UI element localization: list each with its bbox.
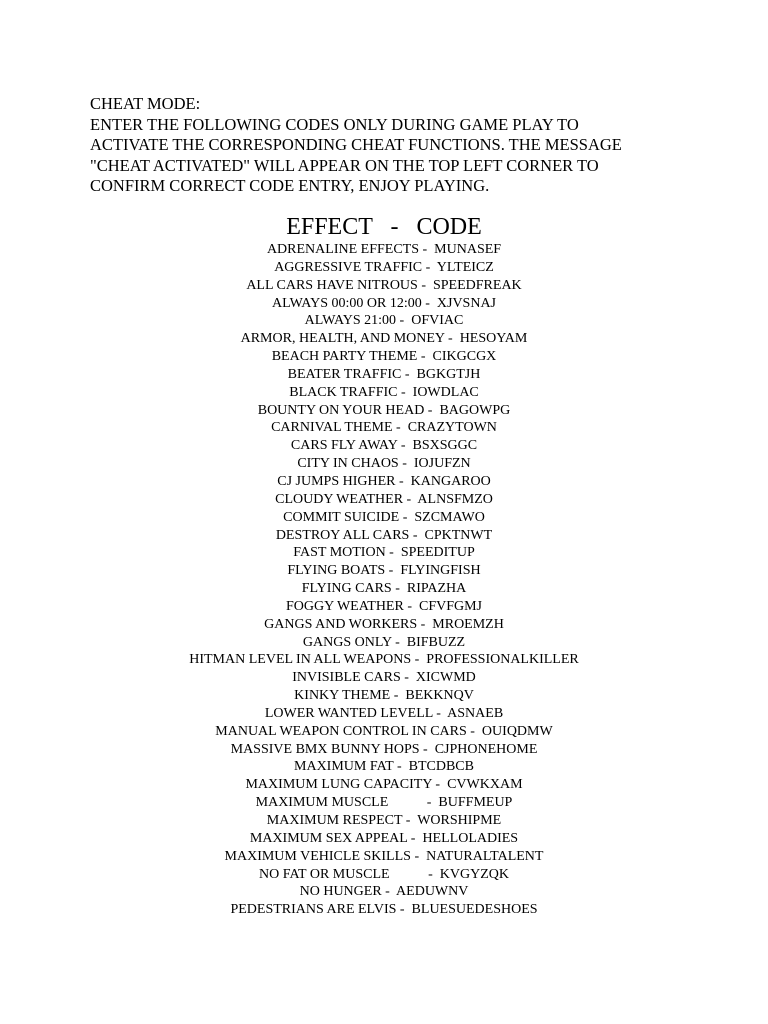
cheat-code-row: BLACK TRAFFIC - IOWDLAC [289, 384, 479, 400]
cheat-code-row: ADRENALINE EFFECTS - MUNASEF [266, 242, 502, 257]
cheat-code-row: FAST MOTION - SPEEDITUP [293, 545, 475, 561]
cheat-code-row: MAXIMUM SEX APPEAL - HELLOLADIES [249, 830, 519, 846]
cheat-code-row: CARNIVAL THEME - CRAZYTOWN [271, 420, 497, 436]
cheat-code-row: FLYING CARS - RIPAZHA [301, 581, 467, 597]
cheat-code-row: CJ JUMPS HIGHER - KANGAROO [277, 473, 491, 489]
cheat-code-row: AGGRESSIVE TRAFFIC - YLTEICZ [274, 259, 494, 275]
cheat-code-row: PEDESTRIANS ARE ELVIS - BLUESUEDESHOES [230, 902, 538, 918]
cheat-code-row: MASSIVE BMX BUNNY HOPS - CJPHONEHOME [230, 741, 538, 757]
cheat-code-row: ALWAYS 00:00 OR 12:00 - XJVSNAJ [271, 295, 497, 311]
cheat-code-row: GANGS AND WORKERS - MROEMZH [264, 616, 504, 632]
cheat-code-row: COMMIT SUICIDE - SZCMAWO [283, 509, 485, 525]
cheat-code-row: CARS FLY AWAY - BSXSGGC [290, 438, 478, 454]
intro-line: "CHEAT ACTIVATED" WILL APPEAR ON THE TOP LEFT CORNER TO [90, 155, 599, 175]
intro-line: ACTIVATE THE CORRESPONDING CHEAT FUNCTIONS. THE MESSAGE [90, 135, 622, 154]
cheat-code-row: DESTROY ALL CARS - CPKTNWT [275, 527, 493, 543]
cheat-code-row: GANGS ONLY - BIFBUZZ [302, 634, 466, 650]
intro-line: ENTER THE FOLLOWING CODES ONLY DURING GAME PLAY TO [90, 114, 579, 134]
cheat-code-row: MAXIMUM MUSCLE - BUFFMEUP [255, 795, 513, 811]
cheat-code-row: MANUAL WEAPON CONTROL IN CARS - OUIQDMW [215, 723, 553, 739]
cheat-code-row: MAXIMUM LUNG CAPACITY - CVWKXAM [245, 777, 523, 793]
cheat-code-row: FOGGY WEATHER - CFVFGMJ [285, 598, 483, 614]
cheat-code-row: CLOUDY WEATHER - ALNSFMZO [275, 491, 493, 507]
cheat-code-row: NO HUNGER - AEDUWNV [299, 884, 469, 900]
cheat-code-row: MAXIMUM RESPECT - WORSHIPME [266, 813, 502, 828]
cheat-code-row: FLYING BOATS - FLYINGFISH [287, 563, 481, 579]
cheat-code-row: KINKY THEME - BEKKNQV [294, 688, 474, 704]
cheat-code-row: BOUNTY ON YOUR HEAD - BAGOWPG [257, 402, 511, 418]
cheat-code-row: BEACH PARTY THEME - CIKGCGX [271, 349, 497, 365]
cheat-code-list [0, 241, 768, 919]
cheat-code-row: HITMAN LEVEL IN ALL WEAPONS - PROFESSIONALKILLER [189, 652, 579, 668]
intro-paragraph [90, 94, 730, 197]
intro-title: CHEAT MODE: [90, 94, 201, 113]
cheat-code-row: MAXIMUM FAT - BTCDBCB [294, 759, 474, 775]
cheat-code-row: ALWAYS 21:00 - OFVIAC [304, 313, 464, 329]
cheat-code-row: INVISIBLE CARS - XICWMD [292, 670, 476, 686]
cheat-code-row: ALL CARS HAVE NITROUS - SPEEDFREAK [246, 277, 522, 293]
cheat-code-row: CITY IN CHAOS - IOJUFZN [297, 456, 471, 472]
intro-line: CONFIRM CORRECT CODE ENTRY, ENJOY PLAYING. [90, 176, 490, 195]
cheat-code-row: BEATER TRAFFIC - BGKGTJH [287, 366, 481, 382]
cheat-code-row: LOWER WANTED LEVELL - ASNAEB [264, 705, 504, 721]
cheat-code-row: NO FAT OR MUSCLE - KVGYZQK [259, 866, 509, 882]
cheat-code-row: ARMOR, HEALTH, AND MONEY - HESOYAM [240, 331, 528, 347]
cheat-code-row: MAXIMUM VEHICLE SKILLS - NATURALTALENT [224, 848, 544, 864]
table-heading: EFFECT - CODE [286, 214, 482, 240]
